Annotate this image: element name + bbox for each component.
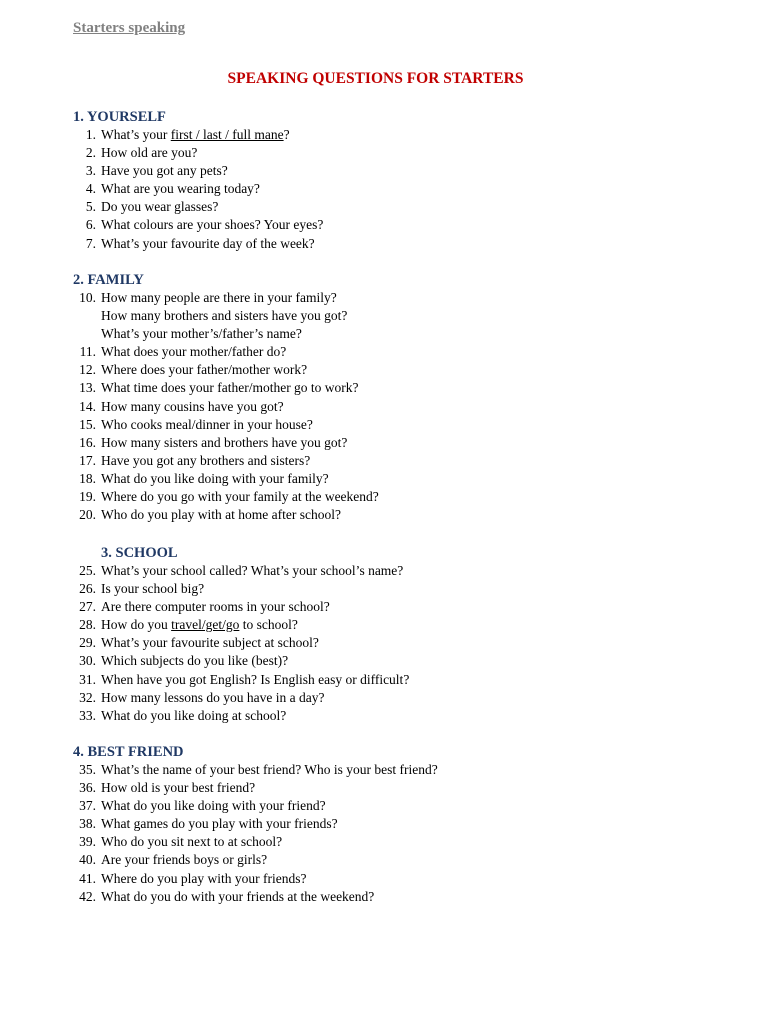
list-item (0, 815, 768, 833)
underlined-phrase: first / last / full mane (170, 127, 284, 142)
item-number: 17. (79, 452, 96, 468)
question-list (0, 289, 768, 524)
list-item (0, 361, 768, 379)
item-number: 6. (85, 217, 96, 233)
list-item (0, 671, 768, 689)
question-text-part: to school? (239, 617, 298, 633)
question-text: Who cooks meal/dinner in your house? (101, 416, 313, 432)
list-item (0, 652, 768, 670)
item-number: 37. (79, 798, 96, 814)
page-header: Starters speaking (73, 20, 186, 36)
list-item (0, 144, 768, 162)
question-text: How many sisters and brothers have you got? (101, 434, 348, 450)
item-number: 16. (79, 434, 96, 450)
list-item (0, 198, 768, 216)
item-number: 26. (79, 581, 96, 597)
item-number: 42. (79, 888, 96, 904)
item-number: 36. (79, 780, 96, 796)
list-item (0, 235, 768, 253)
question-text: Where do you play with your friends? (101, 870, 307, 886)
list-item (0, 598, 768, 616)
list-item (0, 126, 768, 144)
question-list (0, 761, 768, 906)
item-number: 39. (79, 834, 96, 850)
list-item (0, 307, 768, 325)
item-number: 27. (79, 599, 96, 615)
question-text: What’s your favourite day of the week? (101, 235, 315, 251)
item-number: 35. (79, 762, 96, 777)
question-list (0, 562, 768, 725)
list-item (0, 779, 768, 797)
item-number: 41. (79, 870, 96, 886)
list-item (0, 379, 768, 397)
question-text: How many brothers and sisters have you got? (101, 308, 348, 324)
list-item (0, 707, 768, 725)
item-number: 18. (79, 470, 96, 486)
item-number: 31. (79, 671, 96, 687)
item-number: 40. (79, 852, 96, 868)
item-number: 28. (79, 617, 96, 633)
question-text: How many cousins have you got? (101, 398, 284, 414)
question-text: Which subjects do you like (best)? (101, 653, 289, 669)
question-text (101, 616, 298, 634)
item-number: 5. (85, 199, 96, 215)
question-text: What does your mother/father do? (101, 344, 287, 360)
section-heading: 1. YOURSELF (73, 109, 166, 125)
list-item (0, 416, 768, 434)
question-text: What time does your father/mother go to work? (101, 380, 359, 396)
question-text: Are there computer rooms in your school? (101, 599, 330, 615)
item-number: 20. (79, 507, 96, 523)
question-text: What colours are your shoes? Your eyes? (101, 217, 324, 233)
item-number: 32. (79, 689, 96, 705)
list-item (0, 562, 768, 580)
item-number: 3. (85, 163, 96, 179)
list-item (0, 761, 768, 779)
question-text: What are you wearing today? (101, 181, 260, 197)
list-item (0, 216, 768, 234)
list-item (0, 851, 768, 869)
list-item (0, 398, 768, 416)
list-item (0, 289, 768, 307)
question-text: What’s your school called? What’s your school’s name? (101, 563, 404, 578)
item-number: 10. (79, 290, 96, 305)
question-text: What’s your favourite subject at school? (101, 635, 319, 651)
item-number: 19. (79, 489, 96, 505)
list-item (0, 634, 768, 652)
list-item (0, 580, 768, 598)
list-item (0, 180, 768, 198)
item-number: 33. (79, 707, 96, 723)
question-text: Is your school big? (101, 581, 205, 597)
section-heading: 4. BEST FRIEND (73, 744, 184, 760)
question-text: Who do you sit next to at school? (101, 834, 283, 850)
list-item (0, 689, 768, 707)
list-item (0, 343, 768, 361)
question-text: How many people are there in your family? (101, 290, 337, 305)
item-number: 12. (79, 362, 96, 378)
item-number: 29. (79, 635, 96, 651)
question-text: What’s the name of your best friend? Who is your best friend? (101, 762, 438, 777)
item-number: 7. (85, 235, 96, 251)
question-text: What do you do with your friends at the weekend? (101, 888, 375, 904)
question-text: What do you like doing at school? (101, 707, 287, 723)
item-number: 1. (85, 127, 96, 142)
item-number: 11. (79, 344, 96, 360)
question-text: Are your friends boys or girls? (101, 852, 268, 868)
question-text: Have you got any pets? (101, 163, 228, 179)
list-item (0, 870, 768, 888)
underlined-phrase: travel/get/go (171, 617, 240, 633)
question-text: What games do you play with your friends? (101, 816, 338, 832)
question-text: Do you wear glasses? (101, 199, 219, 215)
question-text-part: What’s your (101, 127, 171, 142)
list-item (0, 797, 768, 815)
list-item (0, 506, 768, 524)
list-item (0, 434, 768, 452)
question-text: How old are you? (101, 145, 198, 161)
question-text: What’s your mother’s/father’s name? (101, 326, 302, 342)
question-text-part: How do you (101, 617, 172, 633)
question-text: Who do you play with at home after school? (101, 507, 341, 523)
section-heading: 2. FAMILY (73, 272, 144, 288)
question-text: Where do you go with your family at the weekend? (101, 489, 379, 505)
question-text: Where does your father/mother work? (101, 362, 308, 378)
question-text: How many lessons do you have in a day? (101, 689, 325, 705)
list-item (0, 833, 768, 851)
list-item (0, 888, 768, 906)
item-number: 30. (79, 653, 96, 669)
item-number: 14. (79, 398, 96, 414)
question-text: When have you got English? Is English easy or difficult? (101, 671, 410, 687)
page-title: SPEAKING QUESTIONS FOR STARTERS (227, 70, 524, 87)
list-item (0, 325, 768, 343)
list-item (0, 470, 768, 488)
item-number: 13. (79, 380, 96, 396)
item-number: 25. (79, 563, 96, 578)
question-text: What do you like doing with your friend? (101, 798, 326, 814)
question-text: How old is your best friend? (101, 780, 256, 796)
list-item (0, 162, 768, 180)
list-item (0, 452, 768, 470)
item-number: 4. (85, 181, 96, 197)
section-heading: 3. SCHOOL (101, 545, 178, 561)
item-number: 2. (85, 145, 96, 161)
question-text (101, 126, 290, 144)
question-text: What do you like doing with your family? (101, 470, 329, 486)
question-list (0, 126, 768, 253)
list-item (0, 616, 768, 634)
item-number: 15. (79, 416, 96, 432)
item-number: 38. (79, 816, 96, 832)
list-item (0, 488, 768, 506)
question-text: Have you got any brothers and sisters? (101, 452, 311, 468)
question-text-part: ? (283, 127, 290, 142)
